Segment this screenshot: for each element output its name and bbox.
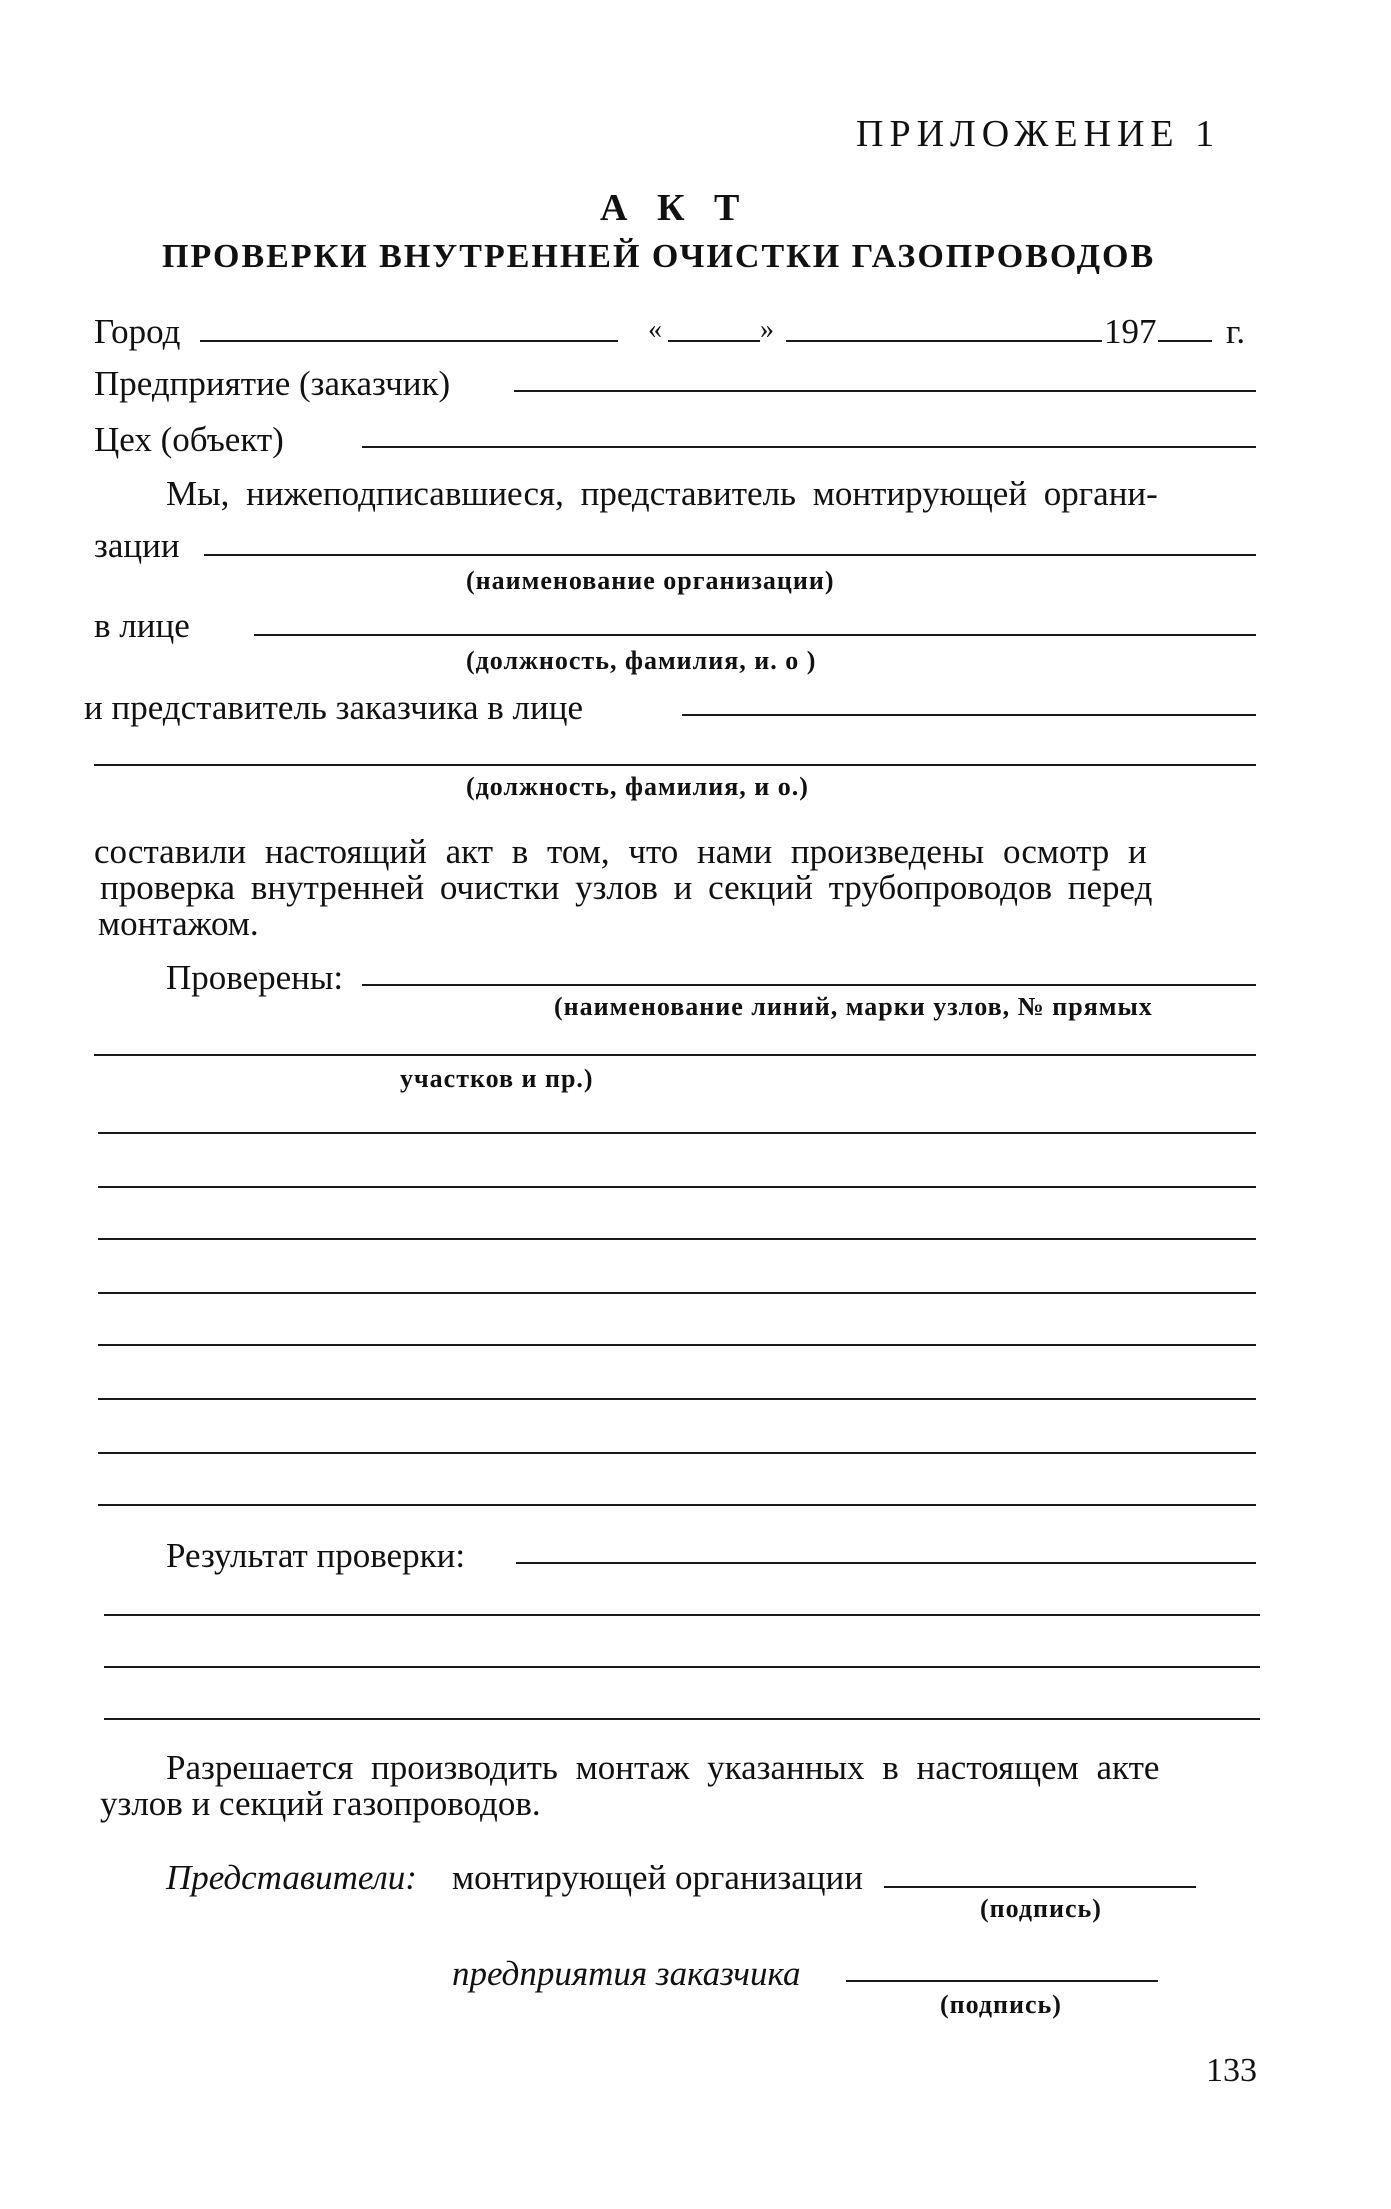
body-line-3: монтажом. xyxy=(98,904,259,943)
document-subtitle: ПРОВЕРКИ ВНУТРЕННЕЙ ОЧИСТКИ ГАЗОПРОВОДОВ xyxy=(162,238,1156,275)
year-prefix: 197 xyxy=(1104,312,1157,351)
appendix-label: ПРИЛОЖЕНИЕ 1 xyxy=(856,113,1221,155)
date-open-quote: « xyxy=(648,314,662,345)
date-day-field[interactable] xyxy=(668,340,760,342)
customer-signature-field[interactable] xyxy=(846,1980,1158,1982)
org-signature-field[interactable] xyxy=(884,1886,1196,1888)
intro-line-2: зации xyxy=(94,526,180,565)
representative-customer-label: предприятия заказчика xyxy=(452,1954,801,1993)
caption-org-name: (наименование организации) xyxy=(466,566,835,595)
checked-blank-line-5[interactable] xyxy=(98,1344,1256,1346)
checked-blank-line-3[interactable] xyxy=(98,1238,1256,1240)
workshop-label: Цех (объект) xyxy=(94,420,284,459)
permit-line-2: узлов и секций газопроводов. xyxy=(100,1784,541,1823)
representatives-label: Представители: xyxy=(166,1858,417,1897)
representative-org-label: монтирующей организации xyxy=(452,1858,863,1897)
checked-blank-line-2[interactable] xyxy=(98,1186,1256,1188)
body-line-1: составили настоящий акт в том, что нами произведены осмотр и xyxy=(94,832,1147,871)
workshop-field[interactable] xyxy=(362,446,1256,448)
result-label: Результат проверки: xyxy=(166,1536,466,1575)
caption-signature-2: (подпись) xyxy=(940,1990,1062,2019)
permit-line-1: Разрешается производить монтаж указанных в настоящем акте xyxy=(166,1748,1160,1787)
city-field[interactable] xyxy=(200,340,618,342)
result-blank-line-1[interactable] xyxy=(104,1614,1260,1616)
checked-blank-line-6[interactable] xyxy=(98,1398,1256,1400)
caption-position-2: (должность, фамилия, и о.) xyxy=(466,772,809,801)
caption-position-1: (должность, фамилия, и. о ) xyxy=(466,646,817,675)
checked-blank-line-1[interactable] xyxy=(98,1132,1256,1134)
enterprise-label: Предприятие (заказчик) xyxy=(94,364,451,403)
customer-rep-field[interactable] xyxy=(682,714,1256,716)
document-title: А К Т xyxy=(600,187,750,229)
checked-field[interactable] xyxy=(362,984,1256,986)
checked-blank-line-8[interactable] xyxy=(98,1504,1256,1506)
date-close-quote: » xyxy=(760,314,774,345)
checked-blank-line-7[interactable] xyxy=(98,1452,1256,1454)
date-month-field[interactable] xyxy=(786,340,1102,342)
enterprise-field[interactable] xyxy=(514,390,1256,392)
checked-label: Проверены: xyxy=(166,958,344,997)
customer-rep-field-2[interactable] xyxy=(94,764,1256,766)
body-line-2: проверка внутренней очистки узлов и секций трубопроводов перед xyxy=(100,868,1153,907)
year-suffix: г. xyxy=(1226,312,1246,351)
page-number: 133 xyxy=(1206,2052,1257,2089)
caption-signature-1: (подпись) xyxy=(980,1894,1102,1923)
organization-field[interactable] xyxy=(204,554,1256,556)
customer-rep-label: и представитель заказчика в лице xyxy=(84,688,583,727)
result-blank-line-2[interactable] xyxy=(104,1666,1260,1668)
checked-blank-line-4[interactable] xyxy=(98,1292,1256,1294)
city-label: Город xyxy=(94,312,181,351)
caption-lines-1: (наименование линий, марки узлов, № прямых xyxy=(554,992,1153,1021)
result-field[interactable] xyxy=(516,1562,1256,1564)
year-field[interactable] xyxy=(1158,340,1212,342)
checked-field-2[interactable] xyxy=(94,1054,1256,1056)
in-person-label: в лице xyxy=(94,606,190,645)
caption-lines-2: участков и пр.) xyxy=(400,1064,594,1093)
in-person-field[interactable] xyxy=(254,634,1256,636)
result-blank-line-3[interactable] xyxy=(104,1718,1260,1720)
intro-line-1: Мы, нижеподписавшиеся, представитель монтирующей органи- xyxy=(166,474,1158,513)
